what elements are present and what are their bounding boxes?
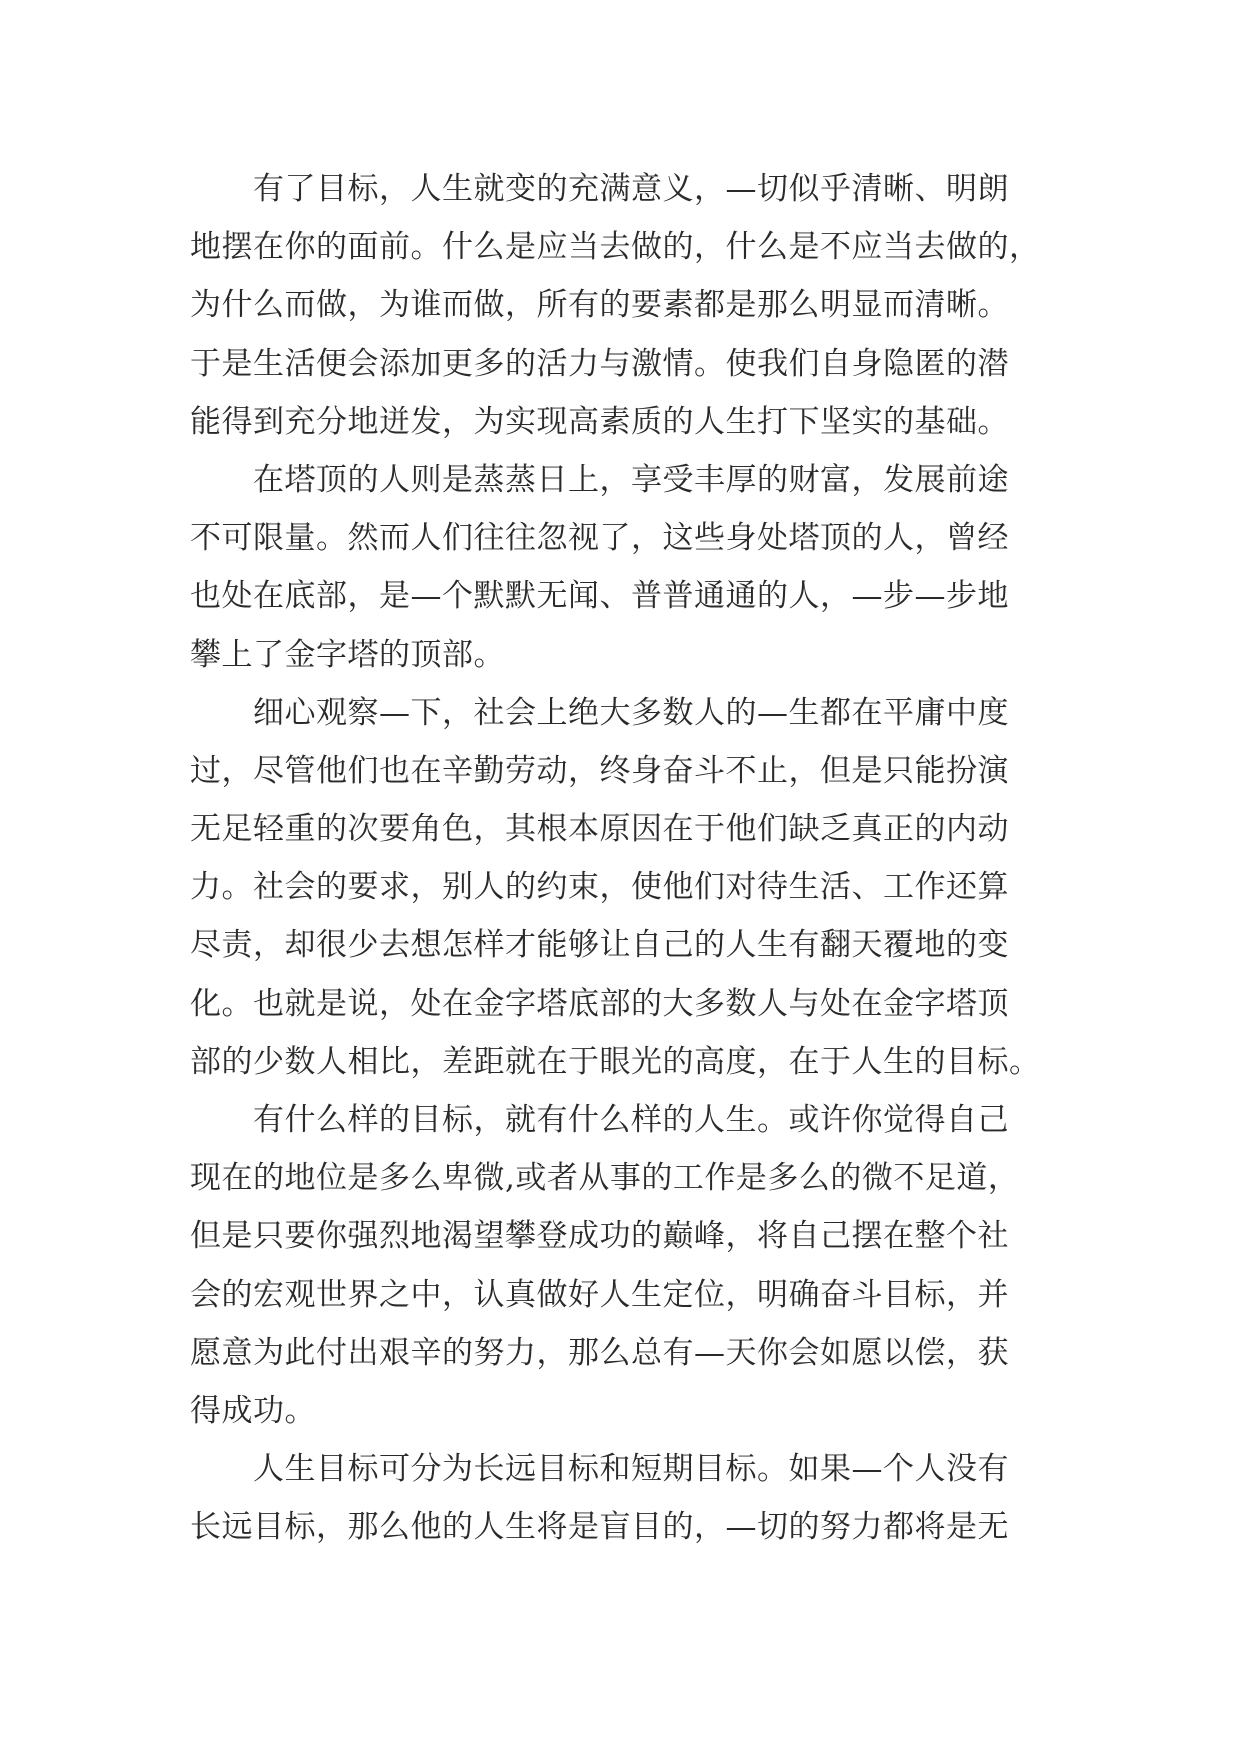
paragraph	[190, 684, 1070, 1091]
text-line: 尽责，却很少去想怎样才能够让自己的人生有翻天覆地的变	[190, 927, 1009, 964]
text-line: 也处在底部，是—个默默无闻、普普通通的人，—步—步地	[190, 578, 1009, 615]
text-line: 攀上了金字塔的顶部。	[190, 636, 505, 673]
text-line: 愿意为此付出艰辛的努力，那么总有—天你会如愿以偿，获	[190, 1334, 1009, 1371]
text-line: 有了目标，人生就变的充满意义，—切似乎清晰、明朗	[190, 171, 1009, 207]
text-line: 细心观察—下，社会上绝大多数人的—生都在平庸中度	[190, 694, 1009, 731]
paragraph	[190, 1091, 1070, 1440]
text-line: 过，尽管他们也在辛勤劳动，终身奋斗不止，但是只能扮演	[190, 752, 1009, 789]
text-line: 在塔顶的人则是蒸蒸日上，享受丰厚的财富，发展前途	[190, 461, 1009, 498]
text-line: 不可限量。然而人们往往忽视了，这些身处塔顶的人，曾经	[190, 520, 1009, 557]
text-line: 有什么样的目标，就有什么样的人生。或许你觉得自己	[190, 1102, 1009, 1138]
text-line: 化。也就是说，处在金字塔底部的大多数人与处在金字塔顶	[190, 985, 1009, 1022]
text-line: 部的少数人相比，差距就在于眼光的高度，在于人生的目标。	[190, 1043, 1041, 1080]
text-line: 现在的地位是多么卑微,或者从事的工作是多么的微不足道，	[190, 1160, 1020, 1197]
text-line: 会的宏观世界之中，认真做好人生定位，明确奋斗目标，并	[190, 1276, 1009, 1313]
text-line: 长远目标，那么他的人生将是盲目的，—切的努力都将是无	[190, 1509, 1009, 1546]
paragraph	[190, 1440, 1070, 1556]
text-line: 能得到充分地迸发，为实现高素质的人生打下坚实的基础。	[190, 403, 1009, 440]
paragraph	[190, 451, 1070, 684]
text-line: 无足轻重的次要角色，其根本原因在于他们缺乏真正的内动	[190, 811, 1009, 848]
paragraph	[190, 160, 1070, 451]
text-line: 人生目标可分为长远目标和短期目标。如果—个人没有	[190, 1451, 1009, 1488]
text-line: 于是生活便会添加更多的活力与激情。使我们自身隐匿的潜	[190, 345, 1009, 382]
text-line: 为什么而做，为谁而做，所有的要素都是那么明显而清晰。	[190, 287, 1009, 324]
text-line: 得成功。	[190, 1392, 316, 1429]
document-body	[190, 160, 1070, 1557]
text-line: 地摆在你的面前。什么是应当去做的，什么是不应当去做的，	[190, 229, 1041, 266]
text-line: 力。社会的要求，别人的约束，使他们对待生活、工作还算	[190, 869, 1009, 906]
text-line: 但是只要你强烈地渴望攀登成功的巅峰，将自己摆在整个社	[190, 1218, 1009, 1255]
